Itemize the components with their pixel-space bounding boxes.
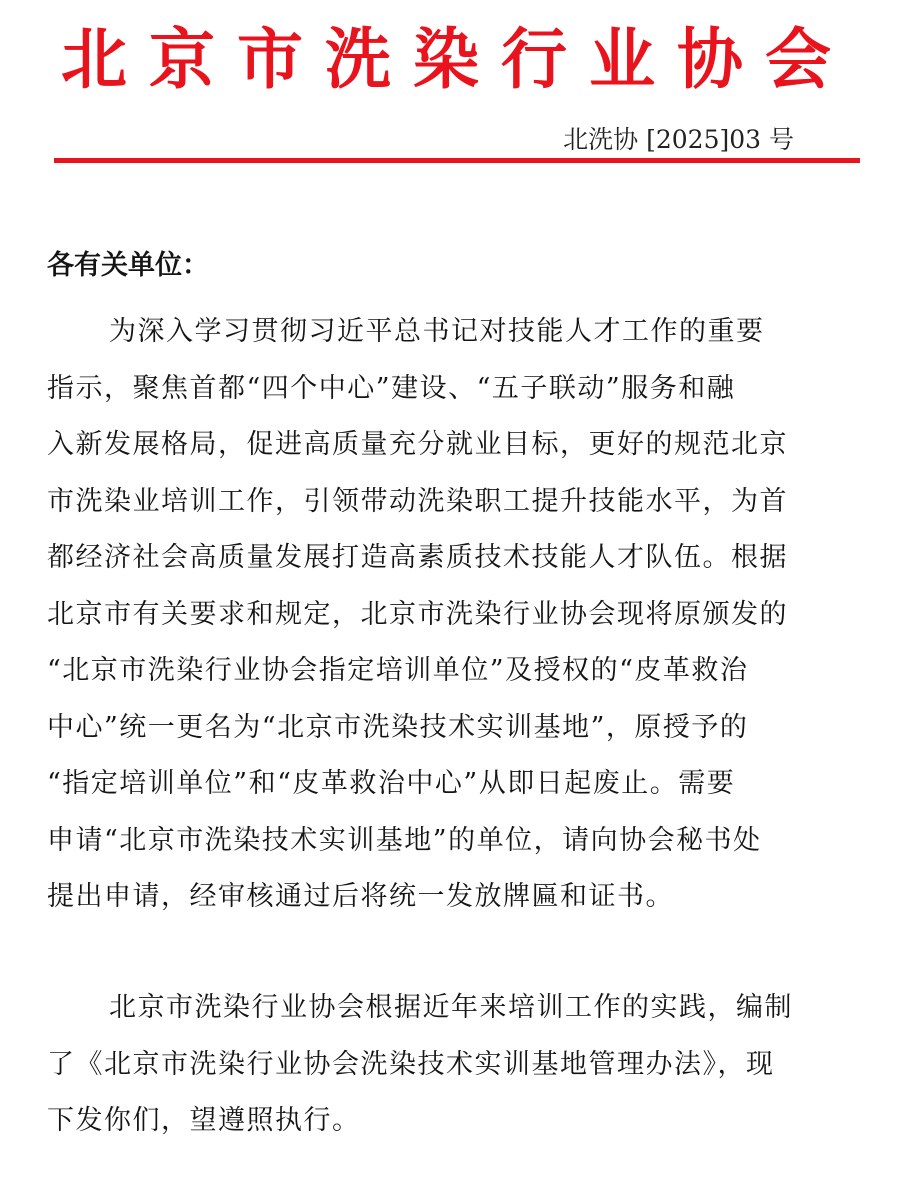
paragraph-line: 北京市有关要求和规定，北京市洗染行业协会现将原颁发的: [47, 598, 788, 630]
paragraph-1: [47, 304, 867, 926]
paragraph-line: “指定培训单位”和“皮革救治中心”从即日起废止。需要: [47, 768, 736, 799]
paragraph-line: 都经济社会高质量发展打造高素质技术技能人才队伍。根据: [47, 542, 788, 573]
paragraph-line: 下发你们，望遵照执行。: [47, 1105, 361, 1136]
paragraph-line: “北京市洗染行业协会指定培训单位”及授权的“皮革救治: [47, 655, 749, 686]
paragraph-line: 提出申请，经审核通过后将统一发放牌匾和证书。: [47, 881, 674, 912]
paragraph-line: 中心”统一更名为“北京市洗染技术实训基地”，原授予的: [47, 711, 749, 743]
letterhead-title: 北京市洗染行业协会: [61, 21, 853, 98]
paragraph-line: 北京市洗染行业协会根据近年来培训工作的实践，编制: [109, 992, 793, 1023]
document-number: 北洗协 [2025]03 号: [563, 125, 794, 154]
paragraph-line: 申请“北京市洗染技术实训基地”的单位，请向协会秘书处: [47, 824, 762, 856]
paragraph-2: [47, 980, 867, 1150]
paragraph-line: 为深入学习贯彻习近平总书记对技能人才工作的重要: [109, 316, 765, 347]
paragraph-line: 市洗染业培训工作，引领带动洗染职工提升技能水平，为首: [47, 485, 788, 517]
paragraph-line: 了《北京市洗染行业协会洗染技术实训基地管理办法》，现: [47, 1048, 775, 1080]
salutation: 各有关单位：: [47, 250, 209, 281]
letterhead-red-rule: [54, 158, 860, 163]
paragraph-line: 指示，聚焦首都“四个中心”建设、“五子联动”服务和融: [47, 372, 736, 404]
paragraph-line: 入新发展格局，促进高质量充分就业目标，更好的规范北京: [47, 429, 788, 460]
